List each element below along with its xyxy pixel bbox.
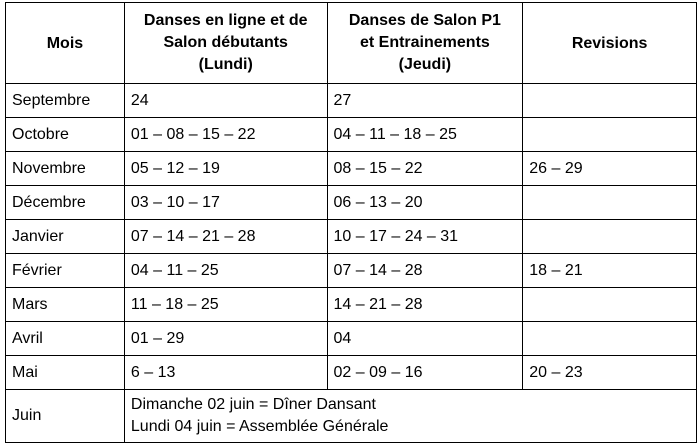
lundi-dates-cell: 03 – 10 – 17 (124, 186, 327, 220)
table-row (6, 322, 697, 356)
revisions-cell: 20 – 23 (523, 356, 697, 390)
month-cell: Septembre (6, 84, 125, 118)
schedule-table (5, 2, 697, 443)
header-jeudi-line: (Jeudi) (398, 56, 452, 73)
header-jeudi-line: et Entrainements (359, 34, 490, 51)
lundi-dates-cell: 11 – 18 – 25 (124, 288, 327, 322)
june-events-cell (124, 390, 696, 443)
table-row (6, 220, 697, 254)
jeudi-dates-cell: 14 – 21 – 28 (327, 288, 523, 322)
table-row (6, 254, 697, 288)
header-lundi-line: Danses en ligne et de (143, 12, 308, 29)
table-row (6, 118, 697, 152)
header-jeudi-line: Danses de Salon P1 (348, 12, 501, 29)
june-event: Dimanche 02 juin = Dîner Dansant (130, 396, 376, 413)
month-cell: Mai (6, 356, 125, 390)
jeudi-dates-cell: 04 (327, 322, 523, 356)
lundi-dates-cell: 05 – 12 – 19 (124, 152, 327, 186)
month-cell: Janvier (6, 220, 125, 254)
header-month: Mois (6, 3, 125, 84)
month-cell: Mars (6, 288, 125, 322)
lundi-dates-cell: 01 – 08 – 15 – 22 (124, 118, 327, 152)
revisions-cell (523, 84, 697, 118)
lundi-dates-cell: 24 (124, 84, 327, 118)
table-row (6, 84, 697, 118)
lundi-dates-cell: 01 – 29 (124, 322, 327, 356)
revisions-cell (523, 186, 697, 220)
header-revisions: Revisions (523, 3, 697, 84)
revisions-cell: 18 – 21 (523, 254, 697, 288)
header-lundi-line: (Lundi) (198, 56, 253, 73)
month-cell: Novembre (6, 152, 125, 186)
jeudi-dates-cell: 04 – 11 – 18 – 25 (327, 118, 523, 152)
header-row (6, 3, 697, 84)
header-lundi (124, 3, 327, 84)
month-cell: Juin (6, 390, 125, 443)
revisions-cell: 26 – 29 (523, 152, 697, 186)
table-row (6, 288, 697, 322)
lundi-dates-cell: 04 – 11 – 25 (124, 254, 327, 288)
month-cell: Février (6, 254, 125, 288)
lundi-dates-cell: 07 – 14 – 21 – 28 (124, 220, 327, 254)
header-lundi-line: Salon débutants (163, 34, 288, 51)
month-cell: Décembre (6, 186, 125, 220)
jeudi-dates-cell: 02 – 09 – 16 (327, 356, 523, 390)
month-cell: Octobre (6, 118, 125, 152)
revisions-cell (523, 220, 697, 254)
revisions-cell (523, 118, 697, 152)
table-row (6, 152, 697, 186)
table-row (6, 186, 697, 220)
revisions-cell (523, 322, 697, 356)
month-cell: Avril (6, 322, 125, 356)
jeudi-dates-cell: 07 – 14 – 28 (327, 254, 523, 288)
jeudi-dates-cell: 10 – 17 – 24 – 31 (327, 220, 523, 254)
lundi-dates-cell: 6 – 13 (124, 356, 327, 390)
june-event: Lundi 04 juin = Assemblée Générale (130, 418, 389, 435)
table-row-june (6, 390, 697, 443)
table-row (6, 356, 697, 390)
jeudi-dates-cell: 08 – 15 – 22 (327, 152, 523, 186)
jeudi-dates-cell: 06 – 13 – 20 (327, 186, 523, 220)
jeudi-dates-cell: 27 (327, 84, 523, 118)
header-jeudi (327, 3, 523, 84)
revisions-cell (523, 288, 697, 322)
